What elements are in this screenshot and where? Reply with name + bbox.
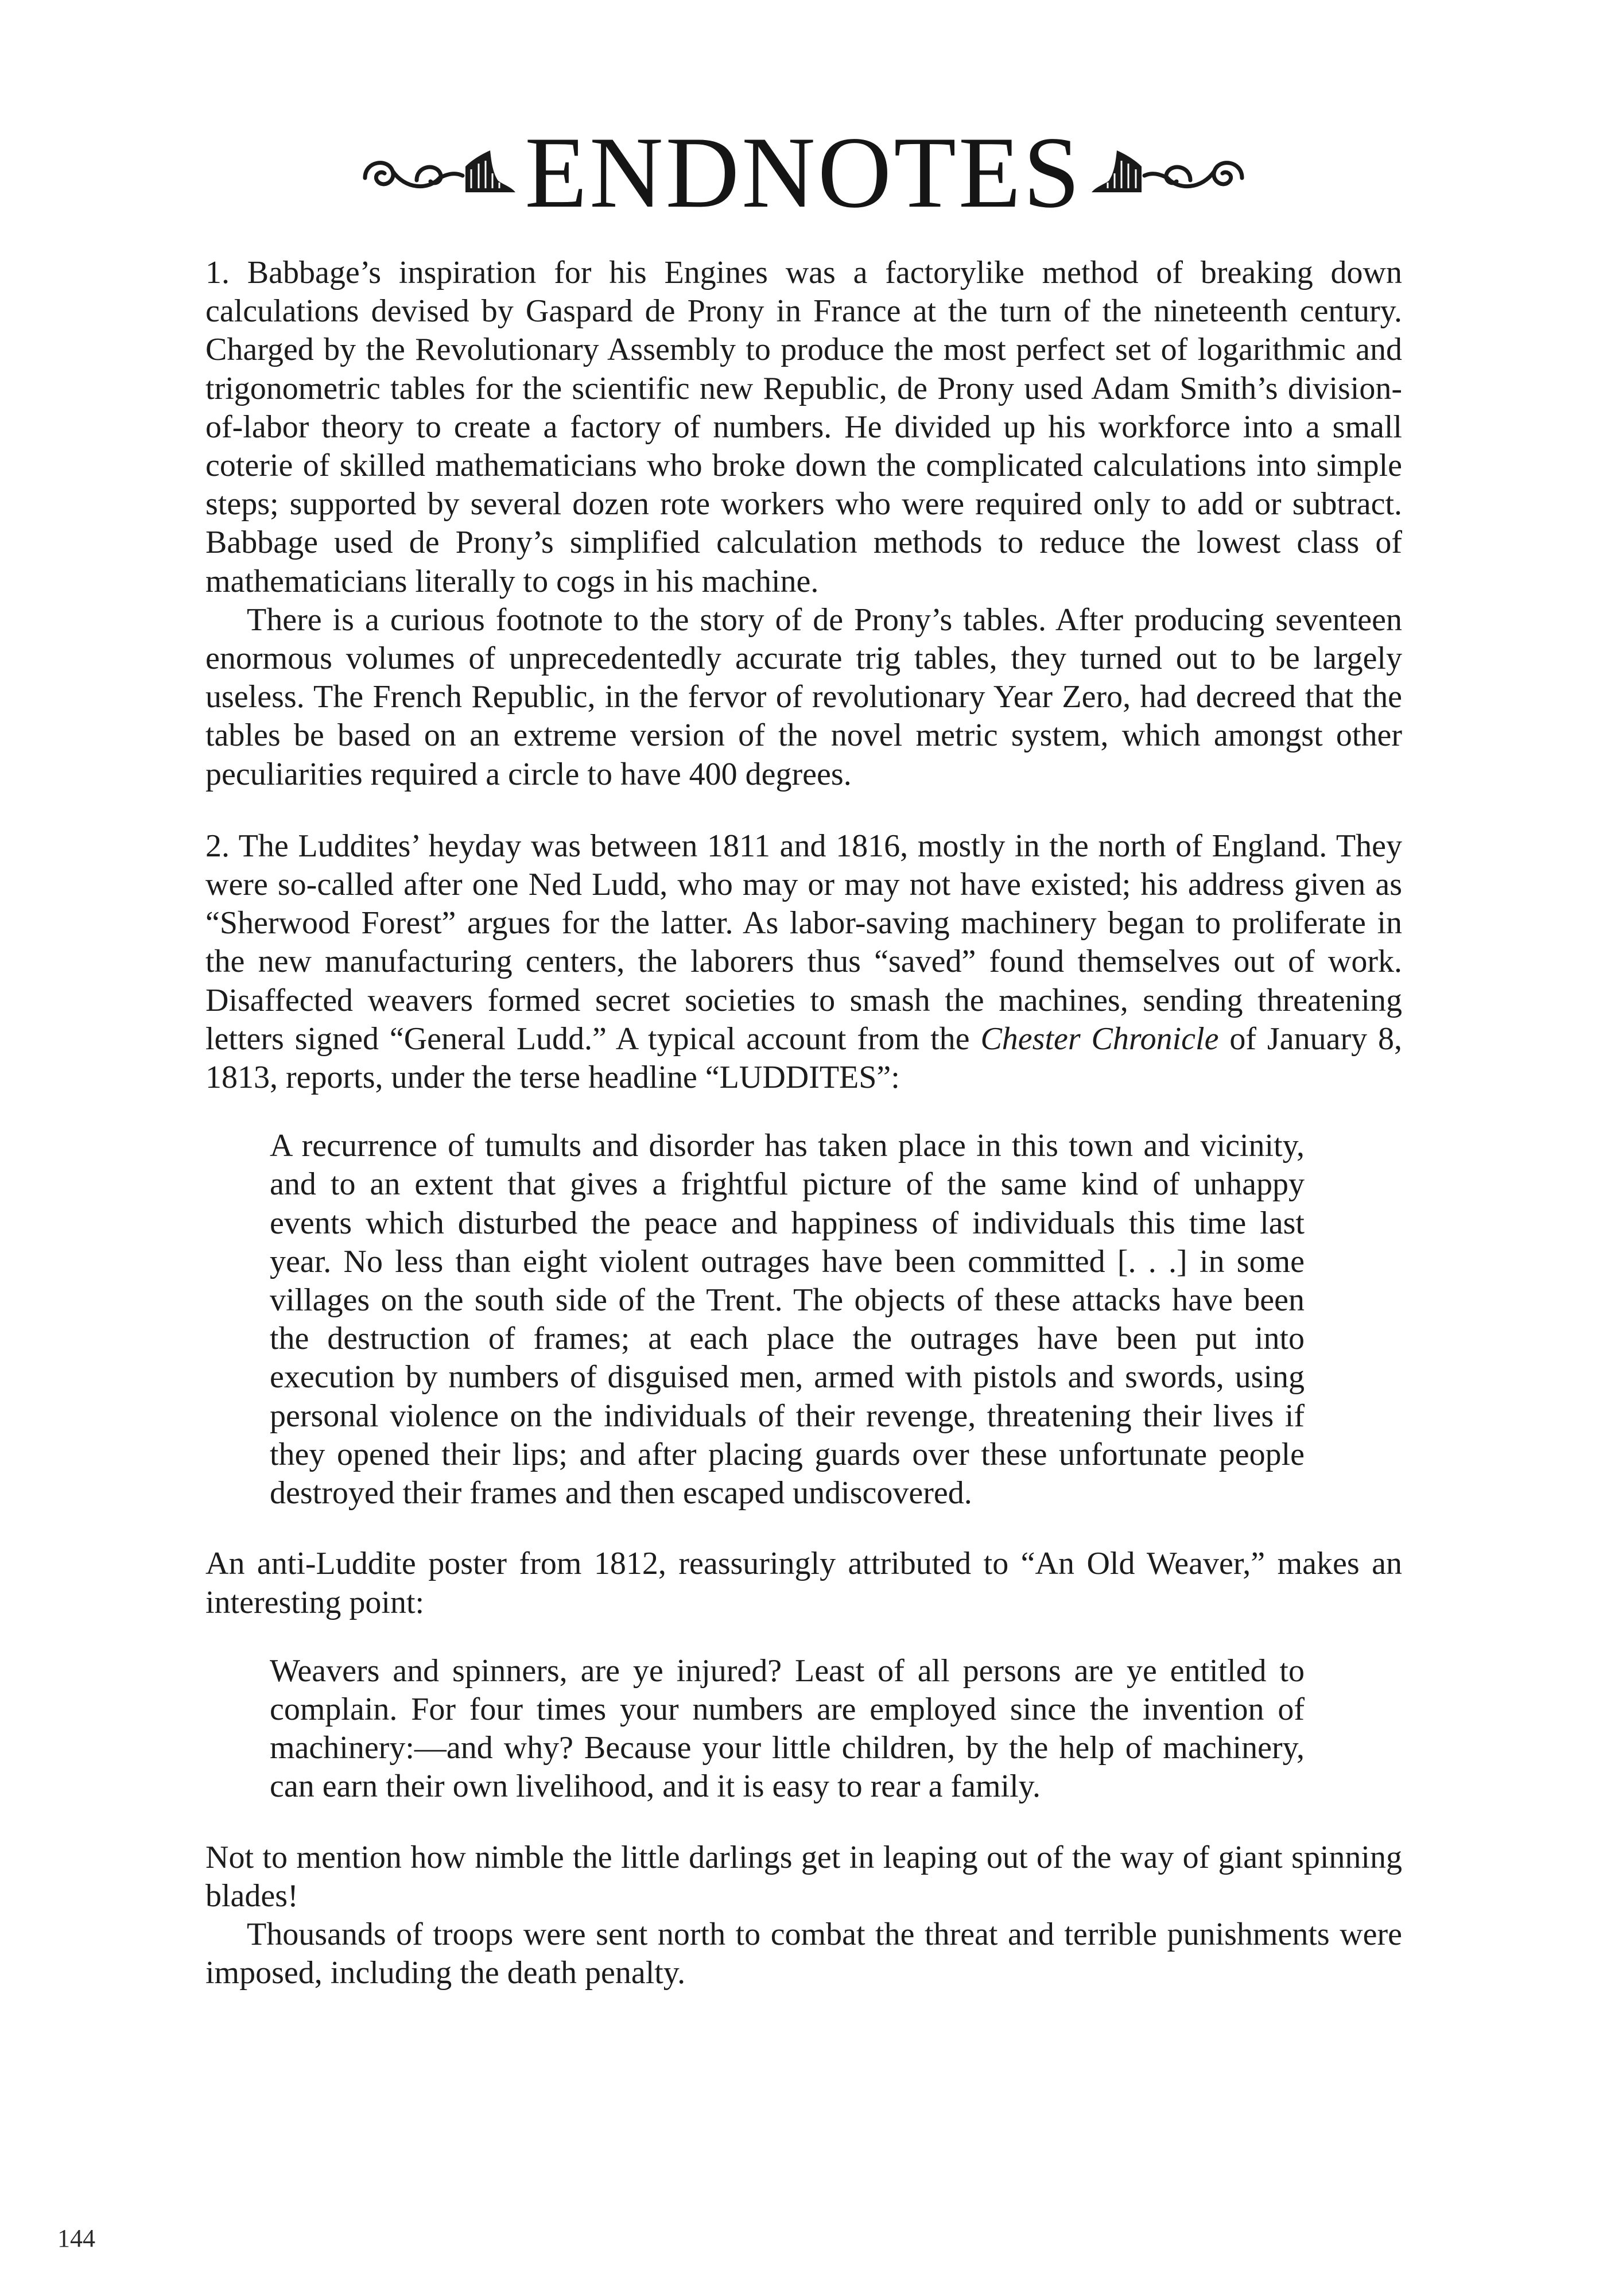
right-flourish-ornament (1087, 138, 1259, 207)
endnote-1-paragraph: 1. Babbage’s inspiration for his Engines was a factorylike method of breaking down calculations devised by Gaspard de Prony in France at the turn of the nineteenth century. Charged by the Revolutionary Assembly to produce the most perfect set of logarithmic and trigonometric tables for the scientific new Republic, de Prony used Adam Smith’s division-of-labor theory to create a factory of numbers. He divided up his workforce into a small coterie of skilled mathematicians who broke down the complicated calculations into simple steps; supported by several dozen rote workers who were required only to add or subtract. Babbage used de Prony’s simplified calculation methods to reduce the lowest class of mathematicians literally to cogs in his machine. (205, 255, 1402, 599)
block-quote-old-weaver: Weavers and spinners, are ye injured? Least of all persons are ye entitled to complain. For four times your numbers are employed since the invention of machinery:—and why? Because your little children, by the help of machinery, can earn their own livelihood, and it is easy to rear a family. (270, 1653, 1305, 1805)
endnotes-content (205, 254, 1402, 1992)
title-row (0, 115, 1607, 229)
page-number: 144 (57, 2224, 95, 2252)
endnote-1-continuation: There is a curious footnote to the story of de Prony’s tables. After producing seventeen enormous volumes of unprecedentedly accurate trig tables, they turned out to be largely useless. The French Republic, in the fervor of revolutionary Year Zero, had decreed that the tables be based on an extreme version of the novel metric system, which amongst other peculiarities required a circle to have 400 degrees. (205, 602, 1402, 792)
endnote-2-text-end: of January 8, 1813, reports, under the terse headline “LUDDITES”: (205, 1021, 1403, 1096)
troops-paragraph: Thousands of troops were sent north to combat the threat and terrible punishments were imposed, including the death penalty. (205, 1916, 1402, 1991)
endnote-2-paragraph (205, 827, 1402, 1097)
newspaper-title: Chester Chronicle (980, 1021, 1219, 1057)
page-title: ENDNOTES (525, 115, 1082, 229)
left-flourish-ornament (348, 138, 520, 207)
block-quote-chester-chronicle: A recurrence of tumults and disorder has taken place in this town and vicinity, and to an extent that gives a frightful picture of the same kind of unhappy events which disturbed the peace and happiness of individuals this time last year. No less than eight violent outrages have been committed [. . .] in some villages on the south side of the Trent. The objects of these attacks have been the destruction of frames; at each place the outrages have been put into execution by numbers of disguised men, armed with pistols and swords, using personal violence on the individuals of their revenge, threatening their lives if they opened their lips; and after placing guards over these unfortunate people destroyed their frames and then escaped undiscovered. (270, 1128, 1305, 1511)
commentary-paragraph: Not to mention how nimble the little darlings get in leaping out of the way of giant spinning blades! (205, 1839, 1402, 1914)
section-gap (205, 794, 1402, 827)
anti-luddite-intro-paragraph: An anti-Luddite poster from 1812, reassuringly attributed to “An Old Weaver,” makes an interesting point: (205, 1546, 1402, 1620)
endnote-2-text-start: 2. The Luddites’ heyday was between 1811 and 1816, mostly in the north of England. They were so-called after one Ned Ludd, who may or may not have existed; his address given as “Sherwood Forest” argues for the latter. As labor-saving machinery began to proliferate in the new manufacturing centers, the laborers thus “saved” found themselves out of work. Disaffected weavers formed secret societies to smash the machines, sending threatening letters signed “General Ludd.” A typical account from the (205, 828, 1402, 1057)
